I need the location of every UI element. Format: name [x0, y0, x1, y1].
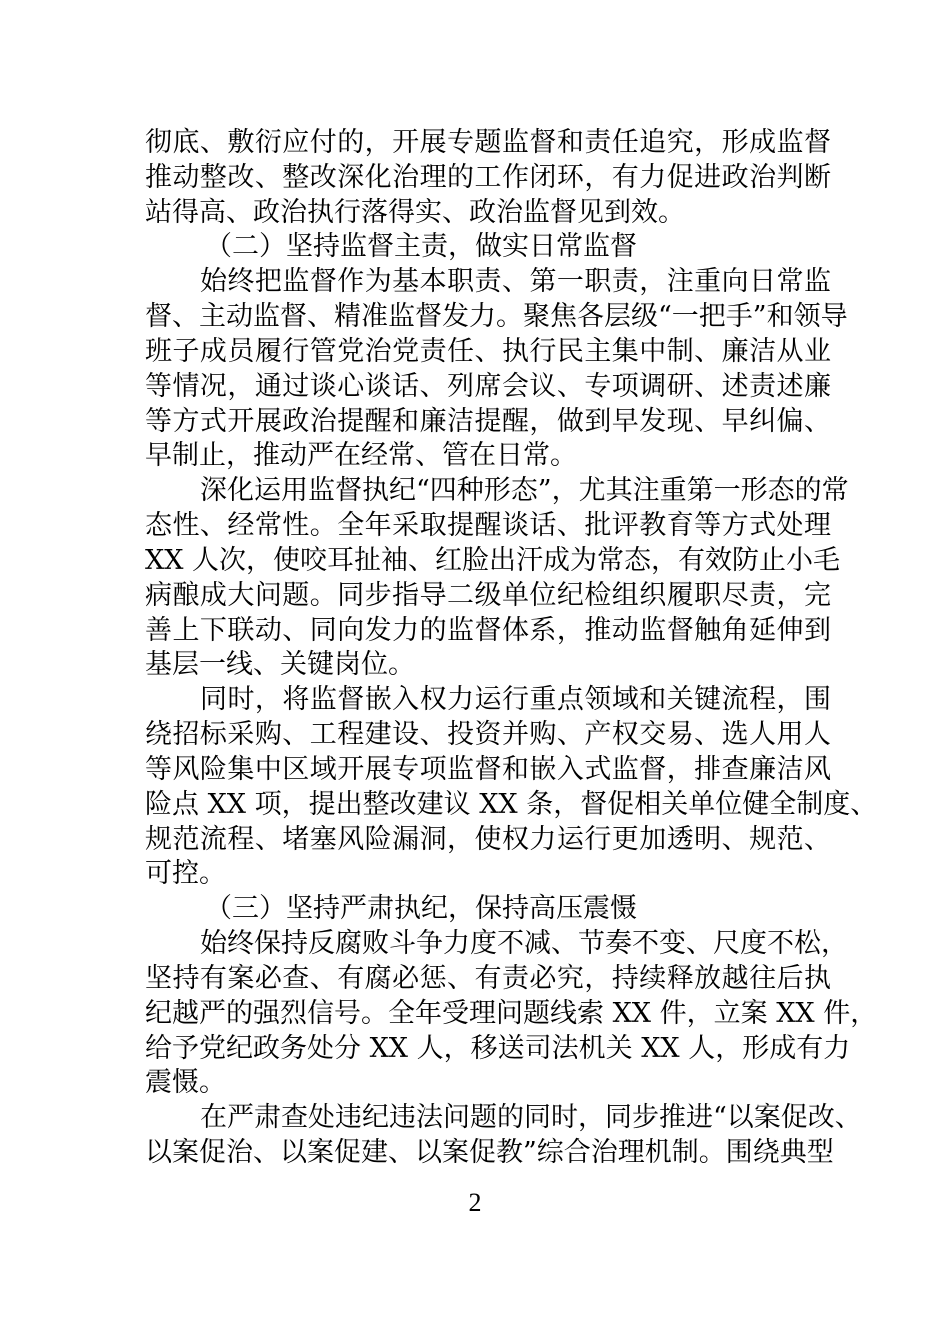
text-line: 推动整改、整改深化治理的工作闭环，有力促进政治判断	[145, 161, 831, 193]
text-line: 始终保持反腐败斗争力度不减、节奏不变、尺度不松，	[200, 928, 848, 960]
page-number: 2	[468, 1188, 482, 1217]
text-line: XX 人次，使咬耳扯袖、红脸出汗成为常态，有效防止小毛	[145, 544, 841, 576]
text-line: 班子成员履行管党治党责任、执行民主集中制、廉洁从业	[145, 335, 831, 367]
text-line: 等方式开展政治提醒和廉洁提醒，做到早发现、早纠偏、	[145, 405, 831, 437]
text-line: 早制止，推动严在经常、管在日常。	[145, 440, 577, 472]
text-line: 督、主动监督、精准监督发力。聚焦各层级“一把手”和领导	[145, 301, 848, 333]
text-line: 彻底、敷衍应付的，开展专题监督和责任追究，形成监督	[145, 127, 831, 158]
text-line: 在严肃查处违纪违法问题的同时，同步推进“以案促改、	[200, 1102, 862, 1134]
text-line: 基层一线、关键岗位。	[145, 649, 415, 681]
text-line: 坚持有案必查、有腐必惩、有责必究，持续释放越往后执	[145, 962, 831, 994]
text-line: 站得高、政治执行落得实、政治监督见到效。	[145, 196, 685, 228]
text-line: 始终把监督作为基本职责、第一职责，注重向日常监	[200, 266, 831, 298]
text-line: 等风险集中区域开展专项监督和嵌入式监督，排查廉洁风	[145, 753, 831, 785]
text-line: 善上下联动、同向发力的监督体系，推动监督触角延伸到	[145, 614, 831, 646]
text-line: 震慑。	[145, 1067, 226, 1099]
text-line: 给予党纪政务处分 XX 人，移送司法机关 XX 人，形成有力	[145, 1032, 851, 1064]
section-heading: （三）坚持严肃执纪，保持高压震慑	[205, 893, 637, 925]
text-line: 以案促治、以案促建、以案促教”综合治理机制。围绕典型	[145, 1137, 834, 1169]
section-heading: （二）坚持监督主责，做实日常监督	[205, 231, 637, 263]
text-line: 险点 XX 项，提出整改建议 XX 条，督促相关单位健全制度、	[145, 788, 878, 820]
text-line: 态性、经常性。全年采取提醒谈话、批评教育等方式处理	[145, 510, 831, 542]
text-line: 规范流程、堵塞风险漏洞，使权力运行更加透明、规范、	[145, 823, 831, 855]
text-line: 等情况，通过谈心谈话、列席会议、专项调研、述责述廉	[145, 370, 831, 402]
text-line: 可控。	[145, 858, 226, 890]
text-line: 同时，将监督嵌入权力运行重点领域和关键流程，围	[200, 684, 831, 716]
text-line: 病酿成大问题。同步指导二级单位纪检组织履职尽责，完	[145, 579, 831, 611]
text-line: 绕招标采购、工程建设、投资并购、产权交易、选人用人	[145, 719, 831, 751]
text-line: 纪越严的强烈信号。全年受理问题线索 XX 件，立案 XX 件，	[145, 997, 878, 1029]
text-line: 深化运用监督执纪“四种形态”，尤其注重第一形态的常	[200, 475, 849, 507]
